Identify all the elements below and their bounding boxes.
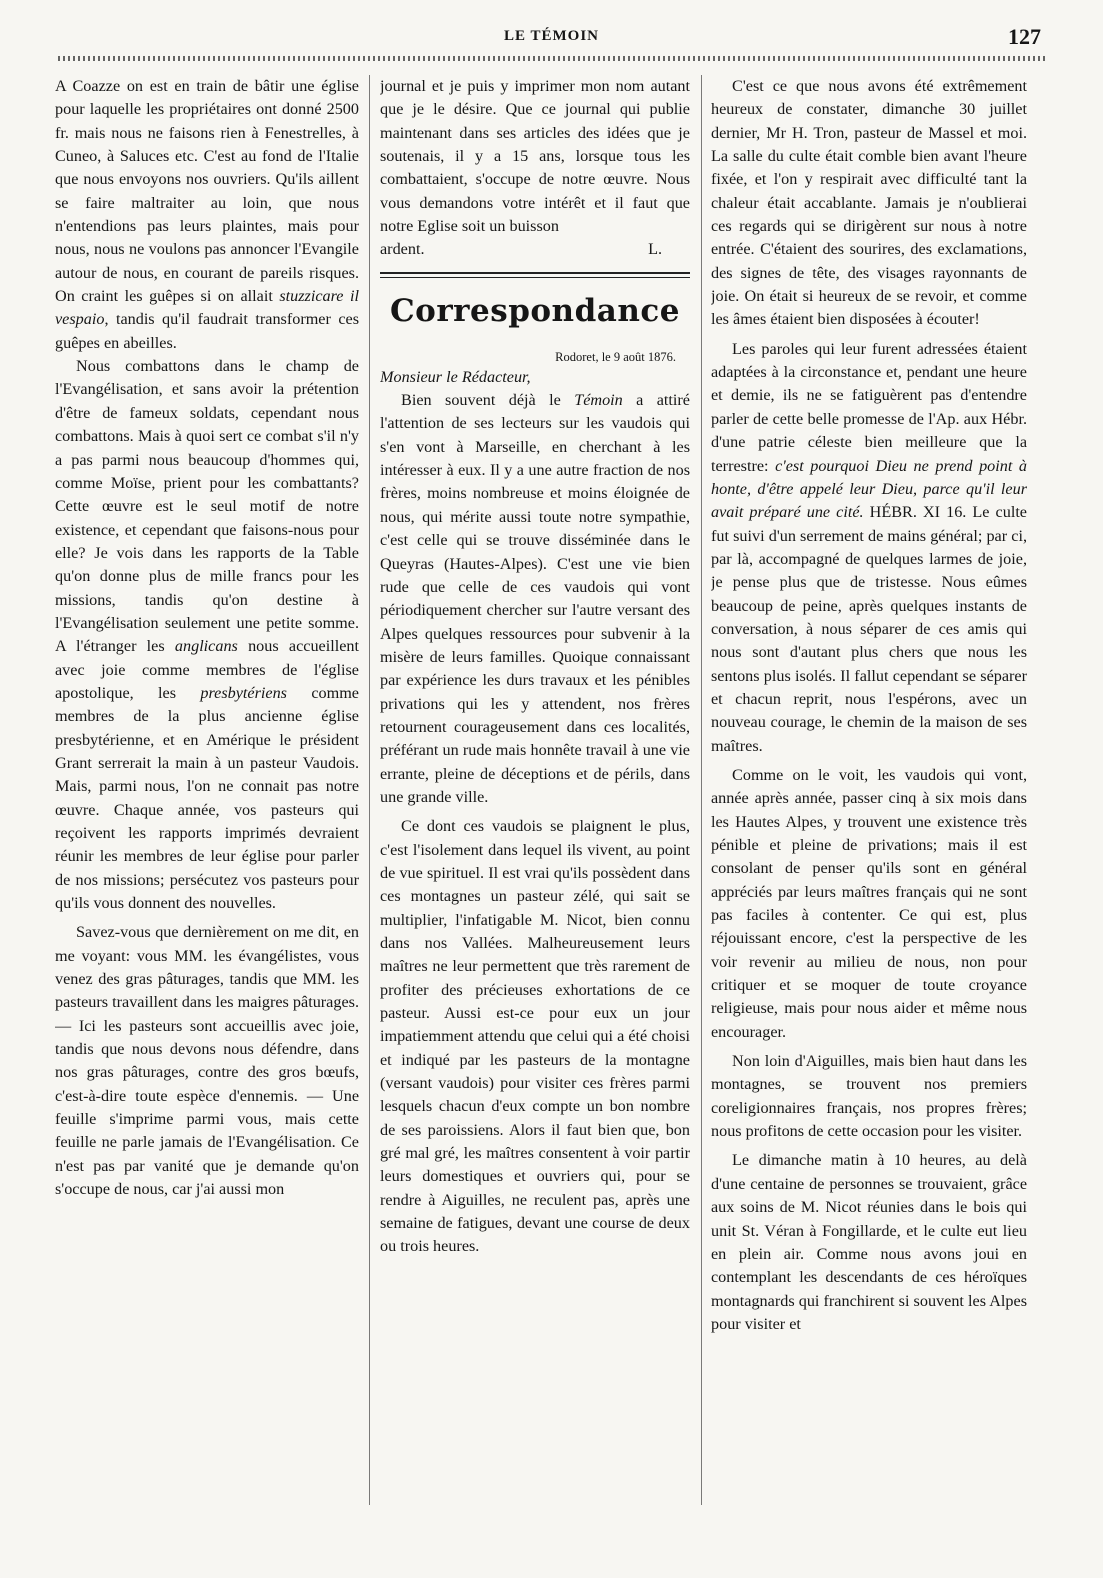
paragraph <box>55 75 359 355</box>
paragraph <box>711 338 1027 758</box>
paragraph <box>711 1050 1027 1143</box>
italic-phrase: anglicans <box>174 637 238 656</box>
text-run: A Coazze on est en train de bâtir une église pour laquelle les propriétaires ont donné 2500 fr. mais nous ne faisons rien à Fenestrelles, à Cuneo, à Saluces etc. C'est au fond de l'Italie que nous envoyons nos ouvriers. Qu'ils aillent se faire maltraiter au loin, que nous n'entendions pas leurs plaintes, mais pour nous, nous ne voulons pas annoncer l'Evangile autour de nous, en courant de pareils risques. On craint les guêpes si on allait <box>55 77 359 306</box>
paragraph <box>711 764 1027 1044</box>
text-run: a attiré l'attention de ses lecteurs sur les vaudois qui s'en vont à Marseille, en cherchant à les intéresser à eux. Il y a une autre fraction de nos frères, moins nombreuse et moins éloignée de nous, qui mérite aussi toute notre sympathie, c'est celle qui se trouve disséminée dans le Queyras (Hautes-Alpes). C'est une vie bien rude que celle de ces vaudois qui vont périodiquement chercher sur l'autre versant des Alpes quelques ressources pour subvenir à la misère de leurs familles. Quoique connaissant par expérience les durs travaux et les pénibles privations qui les y attendent, nos frères retournent courageusement dans ces localités, préférant un rude mais honnête travail à une vie errante, pleine de déceptions et de périls, dans une grande ville. <box>380 391 690 806</box>
journal-title: LE TÉMOIN <box>504 28 599 44</box>
running-head <box>0 24 1103 54</box>
text-run: comme membres de la plus ancienne église presbytérienne, et en Amérique le président Grant serrerait la main à un pasteur Vaudois. Mais, parmi nous, l'on ne connait pas notre œuvre. Chaque année, vos pasteurs qui reçoivent les rapports imprimés devraient réunir les membres de leur église pour parler de nos missions; persécutez vos pasteurs pour qu'ils vous donnent des nouvelles. <box>55 683 359 913</box>
column-3 <box>711 75 1027 1545</box>
paragraph <box>55 355 359 915</box>
italic-phrase: c'est pourquoi Dieu ne prend point à honte, d'être appelé leur Dieu, parce qu'il leur avait préparé une cité. <box>711 456 1027 522</box>
text-run: Le dimanche matin à 10 heures, au delà d'une centaine de personnes se trouvaient, grâce aux soins de M. Nicot réunies dans le bois qui unit St. Véran à Fongillarde, et le culte eut lieu en plein air. Comme nous avons joui en contemplant les descendants de ces héroïques montagnards qui franchirent si souvent les Alpes pour visiter et <box>711 1151 1027 1333</box>
text-run: Nous combattons dans le champ de l'Evangélisation, et sans avoir la prétention d'être de fameux soldats, cependant nous combattons. Mais à quoi sert ce combat s'il n'y a pas parmi nous beaucoup d'hommes qui, comme Moïse, prient pour les combattants? Cette œuvre est le seul motif de notre existence, et cependant que faisons-nous pour elle? Je vois dans les rapports de la Table qu'on donne plus de mille francs pour les missions, tandis qu'on destine à l'Evangélisation seulement une petite somme. A l'étranger les <box>55 357 359 656</box>
section-rule <box>380 277 690 278</box>
text-run: Ce dont ces vaudois se plaignent le plus, c'est l'isolement dans lequel ils vivent, au point de vue spirituel. Il est vrai qu'ils possèdent dans ces montagnes un pasteur zélé, qui sait se multiplier, l'infatigable M. Nicot, bien connu dans nos Vallées. Malheureusement leurs maîtres ne leur permettent que très rarement de profiter des précieuses exhortations de ce pasteur. Aussi est-ce pour eux un jour impatiemment attendu que celui qui a été choisi et indiqué par les pasteurs de la montagne (versant vaudois) pour visiter ces frères parmi lesquels chacun d'eux compte un bon nombre de ses paroissiens. Alors il faut bien que, bon gré mal gré, les maîtres consentent à voir partir leurs domestiques et ouvriers qui, pour se rendre à Aiguilles, ne reculent pas, après une semaine de fatigues, devant une course de deux ou trois heures. <box>380 817 690 1256</box>
header-rule <box>58 56 1046 61</box>
column-divider <box>369 75 370 1505</box>
section-rule <box>380 272 690 274</box>
text-run: Savez-vous que dernièrement on me dit, en me voyant: vous MM. les évangélistes, vous venez des gras pâturages, tandis que MM. les pasteurs travaillent dans les maigres pâturages. — Ici les pasteurs sont accueillis avec joie, tandis que nous devons nous défendre, dans nos gras pâturages, contre des gros bœufs, c'est-à-dire toute espèce d'ennemis. — Une feuille s'imprime parmi vous, mais cette feuille ne parle jamais de l'Evangélisation. Ce n'est pas par vanité que je demande qu'on s'occupe de nous, car j'ai aussi mon <box>55 923 359 1199</box>
italic-phrase: presbytériens <box>200 683 287 702</box>
text-run: Les paroles qui leur furent adressées étaient adaptées à la circonstance et, pendant une heure et demie, ils ne se fatiguèrent pas d'entendre parler de cette belle promesse de l'Ap. aux Hébr. d'une patrie céleste bien meilleure que la terrestre: <box>711 339 1027 475</box>
salutation: Monsieur le Rédacteur, <box>380 367 531 386</box>
paragraph <box>380 75 690 238</box>
signature: L. <box>648 240 662 259</box>
section-heading: Correspondance <box>390 292 680 329</box>
article-signature-line <box>380 238 690 261</box>
italic-phrase: Témoin <box>574 391 623 410</box>
text-run: C'est ce que nous avons été extrêmement heureux de constater, dimanche 30 juillet dernier, Mr H. Tron, pasteur de Massel et moi. La salle du culte était comble bien avant l'heure fixée, et l'on y respirait avec difficulté tant la chaleur était accablante. Jamais je n'oublierai ces regards qui se dirigèrent sur nous à notre entrée. C'étaient des sourires, des exclamations, des signes de tête, des visages rayonnants de joie. On était si heureux de se revoir, et comme les âmes étaient bien disposées à écouter! <box>711 77 1027 329</box>
page-number: 127 <box>1008 24 1041 49</box>
text-run: , tandis qu'il faudrait transformer ces guêpes en abeilles. <box>55 310 359 352</box>
text-run: Bien souvent déjà le <box>401 391 575 410</box>
dateline: Rodoret, le 9 août 1876. <box>555 349 676 364</box>
text-run: HÉBR. XI 16. Le culte fut suivi d'un serrement de mains général; par ci, par là, accompagné de quelques larmes de joie, je pense plus que de tristesse. Nous eûmes beaucoup de peine, après quelques instants de conversation, à nous séparer de ces amis qui nous sont d'autant plus chers que nous les sentons plus isolés. Il fallut cependant se séparer et chacun reprit, nous l'espérons, avec un nouveau courage, le chemin de la maison de ses maîtres. <box>711 503 1027 755</box>
text-run: nous accueillent avec joie comme membres de l'église apostolique, les <box>55 637 359 702</box>
text-run: journal et je puis y imprimer mon nom autant que je le désire. Que ce journal qui publie maintenant dans ses articles des idées que je soutenais, il y a 15 ans, lorsque tous les combattaient, s'occupe de notre œuvre. Nous vous demandons votre intérêt et il faut que notre Eglise soit un buisson <box>380 77 690 236</box>
paragraph <box>380 389 690 809</box>
paragraph <box>380 815 690 1259</box>
paragraph <box>711 1149 1027 1336</box>
italic-phrase: stuzzicare il vespaio <box>55 287 359 329</box>
paragraph <box>711 75 1027 332</box>
column-2 <box>380 75 690 1545</box>
text-run: Comme on le voit, les vaudois qui vont, année après année, passer cinq à six mois dans les Hautes Alpes, y trouvent une existence très pénible et pleine de privations; mais il est consolant de penser qu'ils sont en général appréciés par leurs maîtres français qui ne sont pas faciles à contenter. Ce qui est, plus réjouissant encore, c'est la perspective de les voir revenir au milieu de nous, non pour critiquer et se moquer de toute croyance religieuse, mais pour nous aider et même nous encourager. <box>711 765 1027 1041</box>
text-run: Non loin d'Aiguilles, mais bien haut dans les montagnes, se trouvent nos premiers coreligionnaires français, nos propres frères; nous profitons de cette occasion pour les visiter. <box>711 1052 1027 1141</box>
column-1 <box>55 75 359 1545</box>
text-run: ardent. <box>380 240 425 259</box>
paragraph <box>55 921 359 1201</box>
column-divider <box>701 75 702 1505</box>
